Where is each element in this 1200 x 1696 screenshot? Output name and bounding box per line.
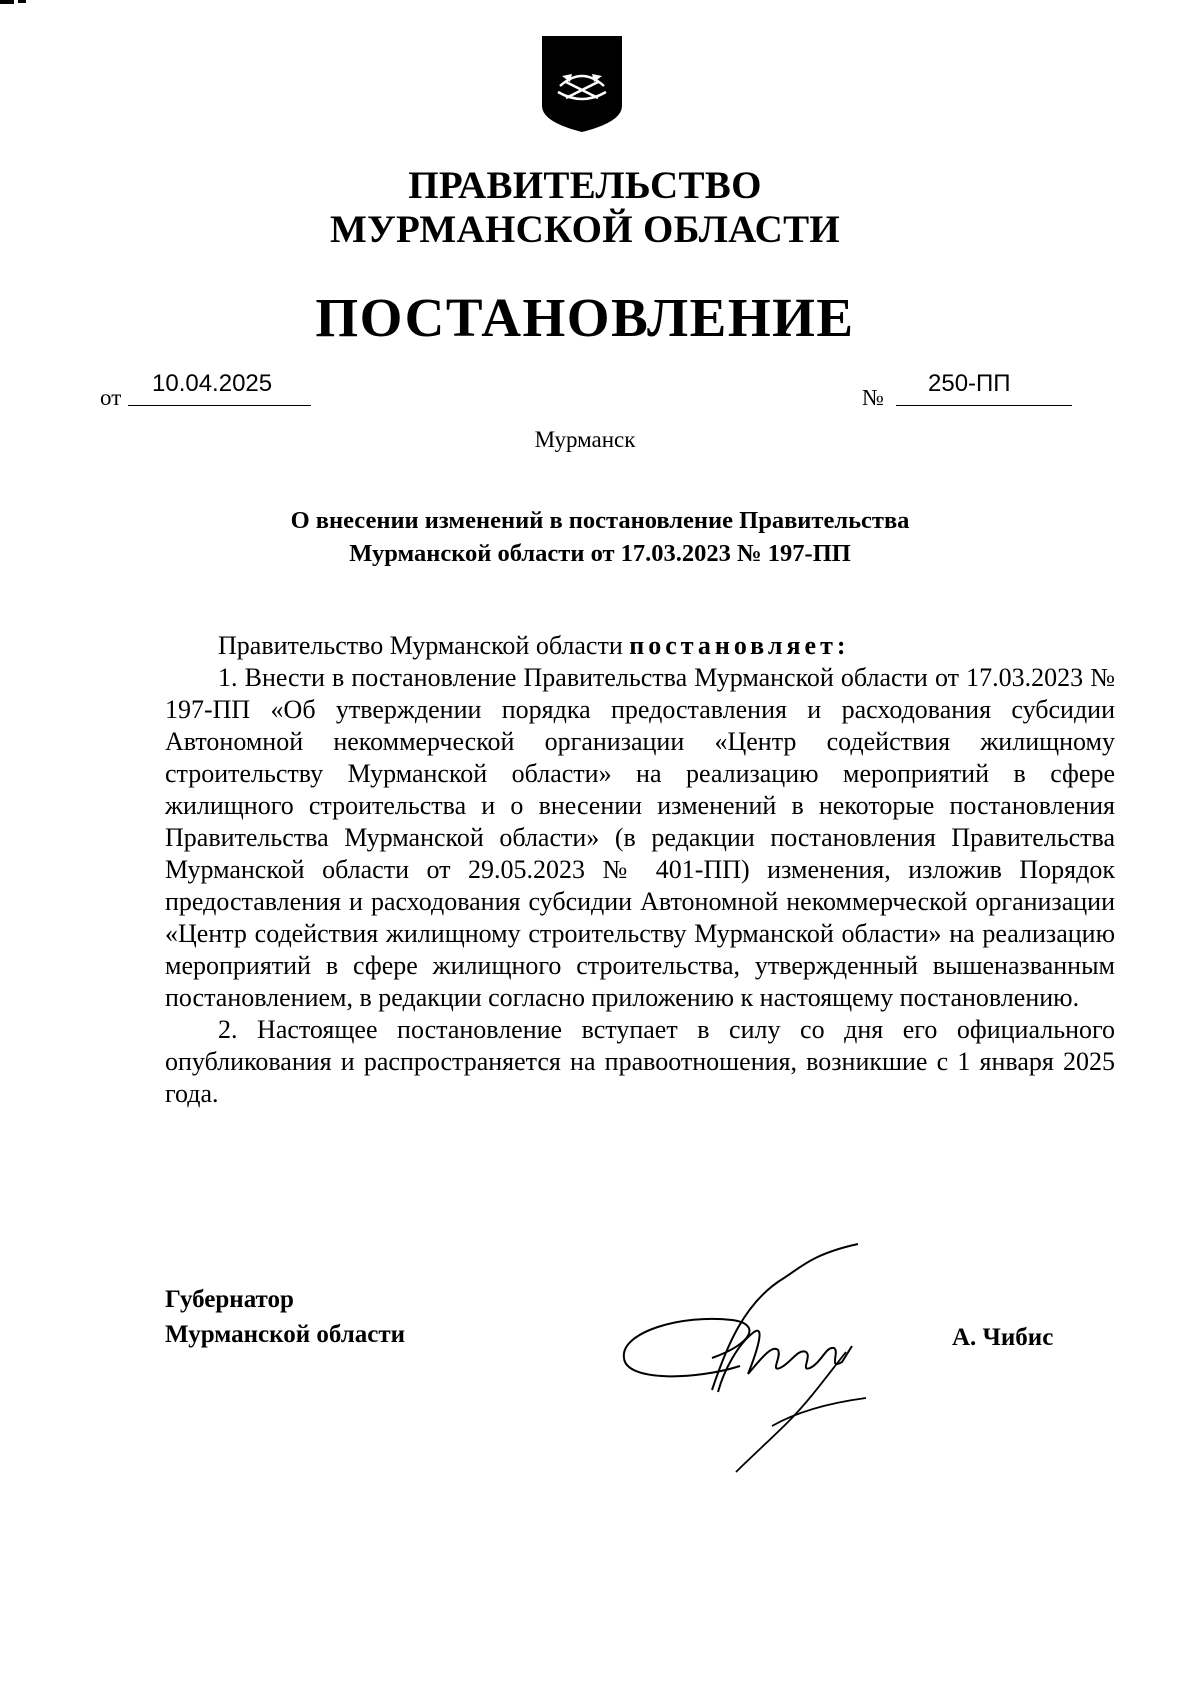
- intro-subject: Правительство Мурманской области: [218, 631, 623, 660]
- document-number: 250-ПП: [928, 370, 1011, 397]
- coat-of-arms-icon: [542, 36, 622, 132]
- date-underline: [128, 405, 311, 406]
- number-prefix: №: [862, 385, 884, 410]
- org-name-line2: МУРМАНСКОЙ ОБЛАСТИ: [329, 208, 841, 251]
- position-line2: Мурманской области: [165, 1321, 406, 1348]
- paragraph-1: 1. Внести в постановление Правительства Мурманской области от 17.03.2023 № 197-ПП «Об утверждении порядка предоставления и расходования субсидии Автономной некоммерческой организации «Центр содействия жилищному строительству Мурманской области» на реализацию мероприятий в сфере жилищного строительства и о внесении изменений в некоторые постановления Правительства Мурманской области» (в редакции постановления Правительства Мурманской области от 29.05.2023 № 401-ПП) изменения, изложив Порядок предоставления и расходования субсидии Автономной некоммерческой организации «Центр содействия жилищному строительству Мурманской области» на реализацию мероприятий в сфере жилищного строительства, утвержденный вышеназванным постановлением, в редакции согласно приложению к настоящему постановлению.: [165, 663, 1115, 1012]
- document-date: 10.04.2025: [152, 370, 273, 397]
- document-type: ПОСТАНОВЛЕНИЕ: [315, 287, 855, 348]
- signatory-position: [165, 1282, 405, 1352]
- number-underline: [896, 405, 1072, 406]
- date-prefix: от: [100, 385, 122, 410]
- intro-verb: постановляет:: [629, 631, 850, 660]
- document-body: [165, 630, 1115, 1110]
- scan-edge-mark: [0, 0, 30, 8]
- title-line2: Мурманской области от 17.03.2023 № 197-ПП: [349, 540, 851, 567]
- position-line1: Губернатор: [165, 1286, 294, 1313]
- signatory-name: А. Чибис: [952, 1324, 1054, 1351]
- city: Мурманск: [534, 427, 636, 452]
- paragraph-2: 2. Настоящее постановление вступает в силу со дня его официального опубликования и распространяется на правоотношения, возникшие с 1 января 2025 года.: [165, 1015, 1115, 1108]
- title-line1: О внесении изменений в постановление Правительства: [290, 507, 910, 534]
- org-name-line1: ПРАВИТЕЛЬСТВО: [408, 164, 762, 207]
- intro-paragraph: [165, 630, 1115, 662]
- document-title: [150, 504, 1050, 570]
- handwritten-signature: [612, 1240, 882, 1480]
